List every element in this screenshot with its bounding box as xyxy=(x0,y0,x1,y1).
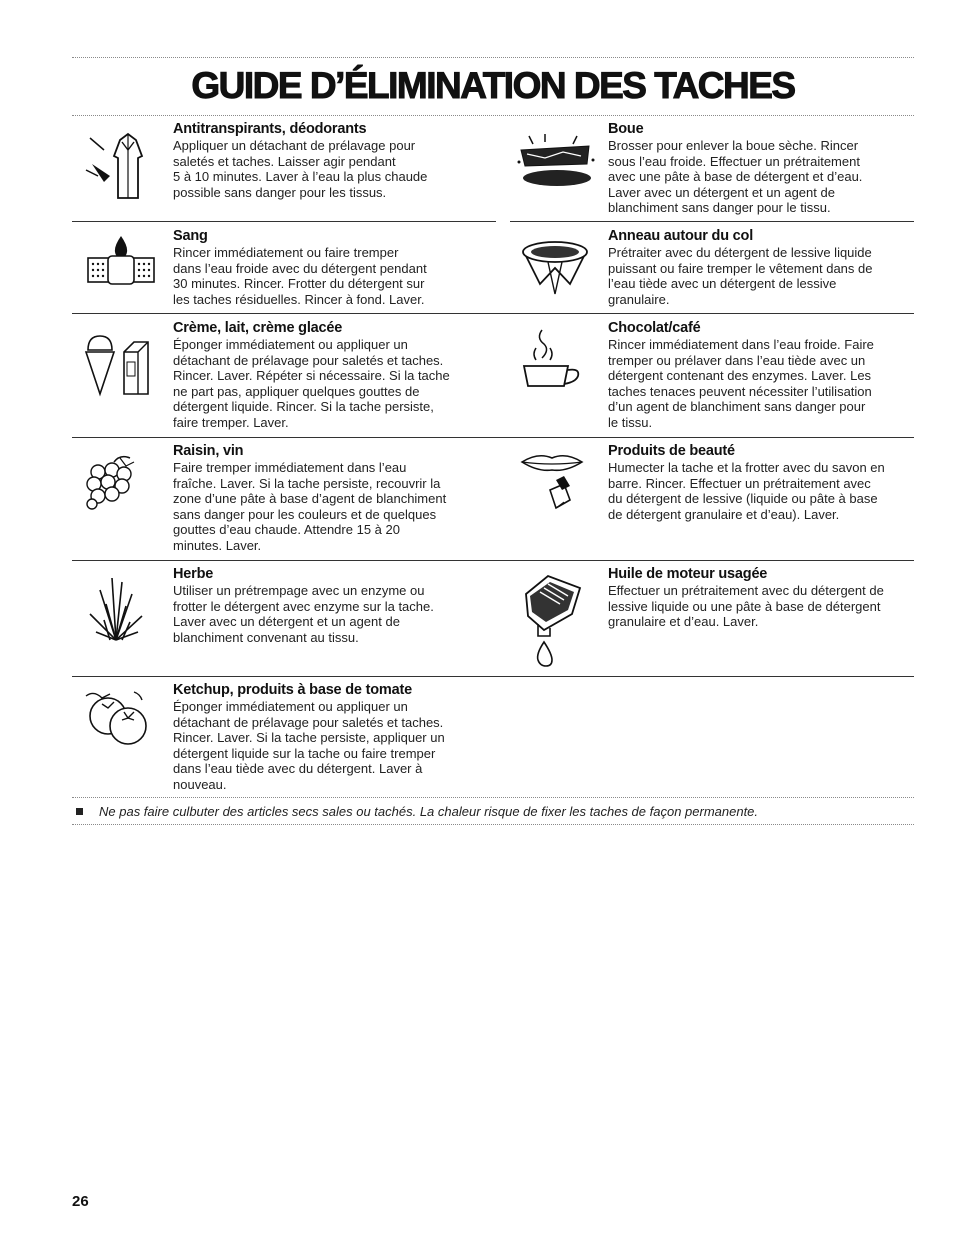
stain-name: Antitranspirants, déodorants xyxy=(173,121,367,137)
stain-entry-chocolate-coffee xyxy=(608,320,908,431)
stain-name: Ketchup, produits à base de tomate xyxy=(173,682,412,698)
stain-instructions: Brosser pour enlever la boue sèche. Rincer sous l’eau froide. Effectuer un prétraitement avec une pâte à base de détergent et d’eau. Laver avec un détergent et un agent de blanchiment sans danger pour le tissu. xyxy=(608,138,863,216)
note-bottom-dotted-rule xyxy=(72,824,914,825)
shirt-spray-icon xyxy=(82,128,152,203)
row-divider xyxy=(72,313,914,314)
note-top-dotted-rule xyxy=(72,797,914,798)
title-dotted-rule xyxy=(72,115,914,116)
stain-name: Anneau autour du col xyxy=(608,228,754,244)
stain-entry-motor-oil xyxy=(608,566,908,630)
shirt-collar-icon xyxy=(520,238,590,298)
grapes-icon xyxy=(84,452,140,510)
grass-icon xyxy=(86,576,146,642)
coffee-cup-icon xyxy=(522,328,582,390)
stain-instructions: Éponger immédiatement ou appliquer un détachant de prélavage pour saletés et taches. Rincer. Laver. Répéter si nécessaire. Si la tache ne part pas, appliquer quelques gouttes de détergent liquide. Rincer. Si la tache persiste, faire tremper. Laver. xyxy=(173,337,450,430)
stain-entry-grass xyxy=(173,566,473,645)
page-title: GUIDE D’ÉLIMINATION DES TACHES xyxy=(191,65,795,106)
warning-note xyxy=(76,804,914,820)
stain-name: Boue xyxy=(608,121,644,137)
top-dotted-rule xyxy=(72,57,914,58)
warning-note-text: Ne pas faire culbuter des articles secs sales ou tachés. La chaleur risque de fixer les taches de façon permanente. xyxy=(99,804,759,819)
mud-puddle-icon xyxy=(515,132,595,192)
page-number: 26 xyxy=(72,1193,89,1210)
stain-name: Huile de moteur usagée xyxy=(608,566,768,582)
stain-name: Crème, lait, crème glacée xyxy=(173,320,343,336)
stain-entry-ring-around-collar xyxy=(608,228,908,307)
stain-name: Raisin, vin xyxy=(173,443,244,459)
stain-entry-ketchup xyxy=(173,682,473,793)
stain-instructions: Utiliser un prétrempage avec un enzyme ou frotter le détergent avec enzyme sur la tache. Laver avec un détergent et un agent de blanchiment convenant au tissu. xyxy=(173,583,434,645)
stain-instructions: Appliquer un détachant de prélavage pour saletés et taches. Laisser agir pendant 5 à 10 minutes. Laver à l’eau la plus chaude possible sans danger pour les tissus. xyxy=(173,138,428,200)
stain-instructions: Éponger immédiatement ou appliquer un détachant de prélavage pour saletés et taches. Rincer. Laver. Si la tache persiste, appliquer un détergent liquide sur la tache ou faire tremper dans l’eau tiède avec du détergent. Laver à nouveau. xyxy=(173,699,445,792)
stain-instructions: Rincer immédiatement dans l’eau froide. Faire tremper ou prélaver dans l’eau tiède avec un détergent contenant des enzymes. Laver. Les taches tenaces peuvent nécessiter l’utilisation d’un agent de blanchiment sans danger pour le tissu. xyxy=(608,337,874,430)
stain-entry-grape-wine xyxy=(173,443,473,554)
bullet-icon xyxy=(76,808,83,815)
stain-entry-cosmetics xyxy=(608,443,908,522)
stain-name: Chocolat/café xyxy=(608,320,701,336)
stain-entry-mud xyxy=(608,121,908,216)
stain-instructions: Faire tremper immédiatement dans l’eau fraîche. Laver. Si la tache persiste, recouvrir la zone d’une pâte à base d’agent de blanchiment sans danger pour les couleurs et de quelques gouttes d’eau chaude. Attendre 15 à 20 minutes. Laver. xyxy=(173,460,447,553)
stain-instructions: Effectuer un prétraitement avec du détergent de lessive liquide ou une pâte à base de détergent granulaire et d’eau. Laver. xyxy=(608,583,884,630)
stain-entry-antiperspirant xyxy=(173,121,473,200)
stain-instructions: Humecter la tache et la frotter avec du savon en barre. Rincer. Effectuer un prétraitement avec du détergent de lessive (liquide ou pâte à base de détergent granulaire et d’eau). Laver. xyxy=(608,460,885,522)
row-divider xyxy=(72,437,914,438)
stain-name: Sang xyxy=(173,228,208,244)
stain-instructions: Rincer immédiatement ou faire tremper dans l’eau froide avec du détergent pendant 30 minutes. Rincer. Frotter du détergent sur les taches résiduelles. Rincer à fond. Laver. xyxy=(173,245,427,307)
stain-name: Produits de beauté xyxy=(608,443,735,459)
row-divider xyxy=(72,676,914,677)
tomatoes-icon xyxy=(84,690,150,748)
row-divider xyxy=(72,221,496,222)
row-divider xyxy=(510,221,914,222)
stain-entry-blood xyxy=(173,228,473,307)
engine-oil-drop-icon xyxy=(520,572,584,668)
stain-entry-cream-milk xyxy=(173,320,473,431)
lips-lipstick-icon xyxy=(520,450,584,514)
ice-cream-milk-icon xyxy=(84,330,154,400)
bandage-drop-icon xyxy=(86,234,156,286)
stain-instructions: Prétraiter avec du détergent de lessive liquide puissant ou faire tremper le vêtement dans de l’eau tiède avec un détergent de lessive granulaire. xyxy=(608,245,873,307)
row-divider xyxy=(72,560,914,561)
stain-name: Herbe xyxy=(173,566,214,582)
